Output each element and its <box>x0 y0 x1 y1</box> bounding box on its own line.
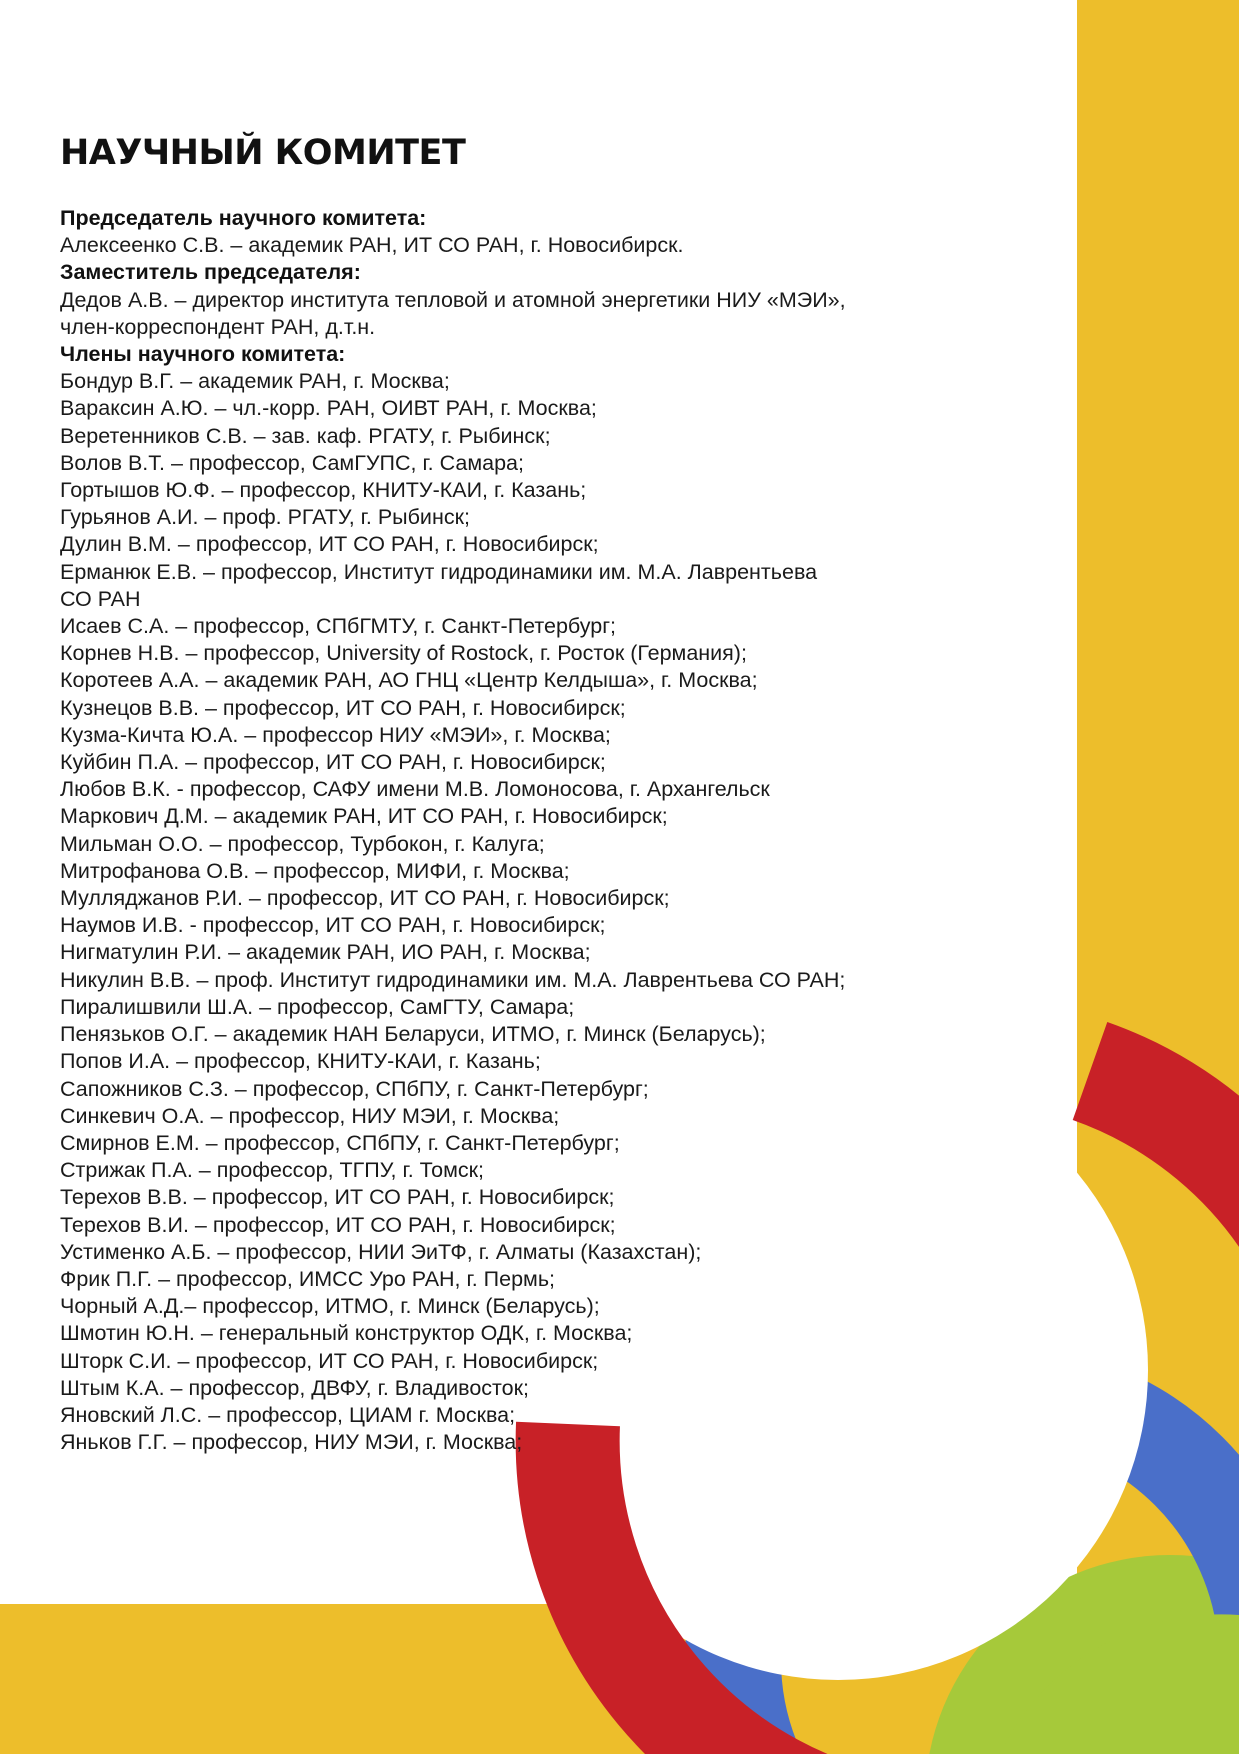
members-heading: Члены научного комитета: <box>60 342 346 367</box>
committee-section <box>60 133 1040 1456</box>
member-item: Коротеев А.А. – академик РАН, АО ГНЦ «Центр Келдыша», г. Москва; <box>60 668 758 693</box>
member-item: Веретенников С.В. – зав. каф. РГАТУ, г. Рыбинск; <box>60 423 551 448</box>
member-item: Кузма-Кичта Ю.А. – профессор НИУ «МЭИ», г. Москва; <box>60 722 611 747</box>
member-item: Чорный А.Д.– профессор, ИТМО, г. Минск (Беларусь); <box>60 1294 600 1319</box>
chair-text: Алексеенко С.В. – академик РАН, ИТ СО РАН, г. Новосибирск. <box>60 233 684 258</box>
member-item: Терехов В.И. – профессор, ИТ СО РАН, г. Новосибирск; <box>60 1212 616 1237</box>
chair-heading: Председатель научного комитета: <box>60 206 427 230</box>
member-item: Шмотин Ю.Н. – генеральный конструктор ОДК, г. Москва; <box>60 1321 633 1346</box>
member-item: Яньков Г.Г. – профессор, НИУ МЭИ, г. Москва; <box>60 1430 523 1455</box>
page-title: НАУЧНЫЙ КОМИТЕТ <box>60 133 466 173</box>
member-item: Мильман О.О. – профессор, Турбокон, г. Калуга; <box>60 831 545 856</box>
member-item: Ерманюк Е.В. – профессор, Институт гидродинамики им. М.А. Лаврентьева <box>60 559 818 584</box>
deputy-heading: Заместитель председателя: <box>60 260 361 285</box>
member-item: Наумов И.В. - профессор, ИТ СО РАН, г. Новосибирск; <box>60 913 606 938</box>
member-item: Любов В.К. - профессор, САФУ имени М.В. Ломоносова, г. Архангельск <box>60 777 770 802</box>
members-list <box>60 368 1040 1456</box>
member-item: Митрофанова О.В. – профессор, МИФИ, г. Москва; <box>60 858 570 883</box>
member-item: Бондур В.Г. – академик РАН, г. Москва; <box>60 369 450 394</box>
member-item: Мулляджанов Р.И. – профессор, ИТ СО РАН, г. Новосибирск; <box>60 886 670 911</box>
member-item: Устименко А.Б. – профессор, НИИ ЭиТФ, г. Алматы (Казахстан); <box>60 1239 702 1264</box>
member-item: Пиралишвили Ш.А. – профессор, СамГТУ, Самара; <box>60 994 575 1019</box>
member-item: Яновский Л.С. – профессор, ЦИАМ г. Москва; <box>60 1402 516 1427</box>
member-item: Попов И.А. – профессор, КНИТУ-КАИ, г. Казань; <box>60 1049 541 1074</box>
member-item: Терехов В.В. – профессор, ИТ СО РАН, г. Новосибирск; <box>60 1185 615 1210</box>
member-item: Вараксин А.Ю. – чл.-корр. РАН, ОИВТ РАН, г. Москва; <box>60 396 597 421</box>
member-item: Фрик П.Г. – профессор, ИМСС Уро РАН, г. Пермь; <box>60 1266 555 1291</box>
member-item: Нигматулин Р.И. – академик РАН, ИО РАН, г. Москва; <box>60 940 591 965</box>
member-item: Дулин В.М. – профессор, ИТ СО РАН, г. Новосибирск; <box>60 532 599 557</box>
member-item: СО РАН <box>60 586 141 611</box>
member-item: Никулин В.В. – проф. Институт гидродинамики им. М.А. Лаврентьева СО РАН; <box>60 967 846 992</box>
member-item: Корнев Н.В. – профессор, University of Rostock, г. Росток (Германия); <box>60 641 747 666</box>
member-item: Штым К.А. – профессор, ДВФУ, г. Владивосток; <box>60 1375 529 1400</box>
member-item: Пенязьков О.Г. – академик НАН Беларуси, ИТМО, г. Минск (Беларусь); <box>60 1022 766 1047</box>
member-item: Маркович Д.М. – академик РАН, ИТ СО РАН, г. Новосибирск; <box>60 804 668 829</box>
deputy-text-line: Дедов А.В. – директор института тепловой и атомной энергетики НИУ «МЭИ», <box>60 287 846 312</box>
member-item: Смирнов Е.М. – профессор, СПбПУ, г. Санкт-Петербург; <box>60 1130 620 1155</box>
member-item: Волов В.Т. – профессор, СамГУПС, г. Самара; <box>60 450 524 475</box>
member-item: Кузнецов В.В. – профессор, ИТ СО РАН, г. Новосибирск; <box>60 695 626 720</box>
member-item: Куйбин П.А. – профессор, ИТ СО РАН, г. Новосибирск; <box>60 750 606 775</box>
member-item: Исаев С.А. – профессор, СПбГМТУ, г. Санкт-Петербург; <box>60 614 617 639</box>
member-item: Гортышов Ю.Ф. – профессор, КНИТУ-КАИ, г. Казань; <box>60 478 587 503</box>
member-item: Синкевич О.А. – профессор, НИУ МЭИ, г. Москва; <box>60 1103 560 1128</box>
member-item: Гурьянов А.И. – проф. РГАТУ, г. Рыбинск; <box>60 505 470 530</box>
member-item: Сапожников С.З. – профессор, СПбПУ, г. Санкт-Петербург; <box>60 1076 649 1101</box>
member-item: Стрижак П.А. – профессор, ТГПУ, г. Томск; <box>60 1158 484 1183</box>
member-item: Шторк С.И. – профессор, ИТ СО РАН, г. Новосибирск; <box>60 1348 599 1373</box>
deputy-text-line: член-корреспондент РАН, д.т.н. <box>60 314 376 339</box>
